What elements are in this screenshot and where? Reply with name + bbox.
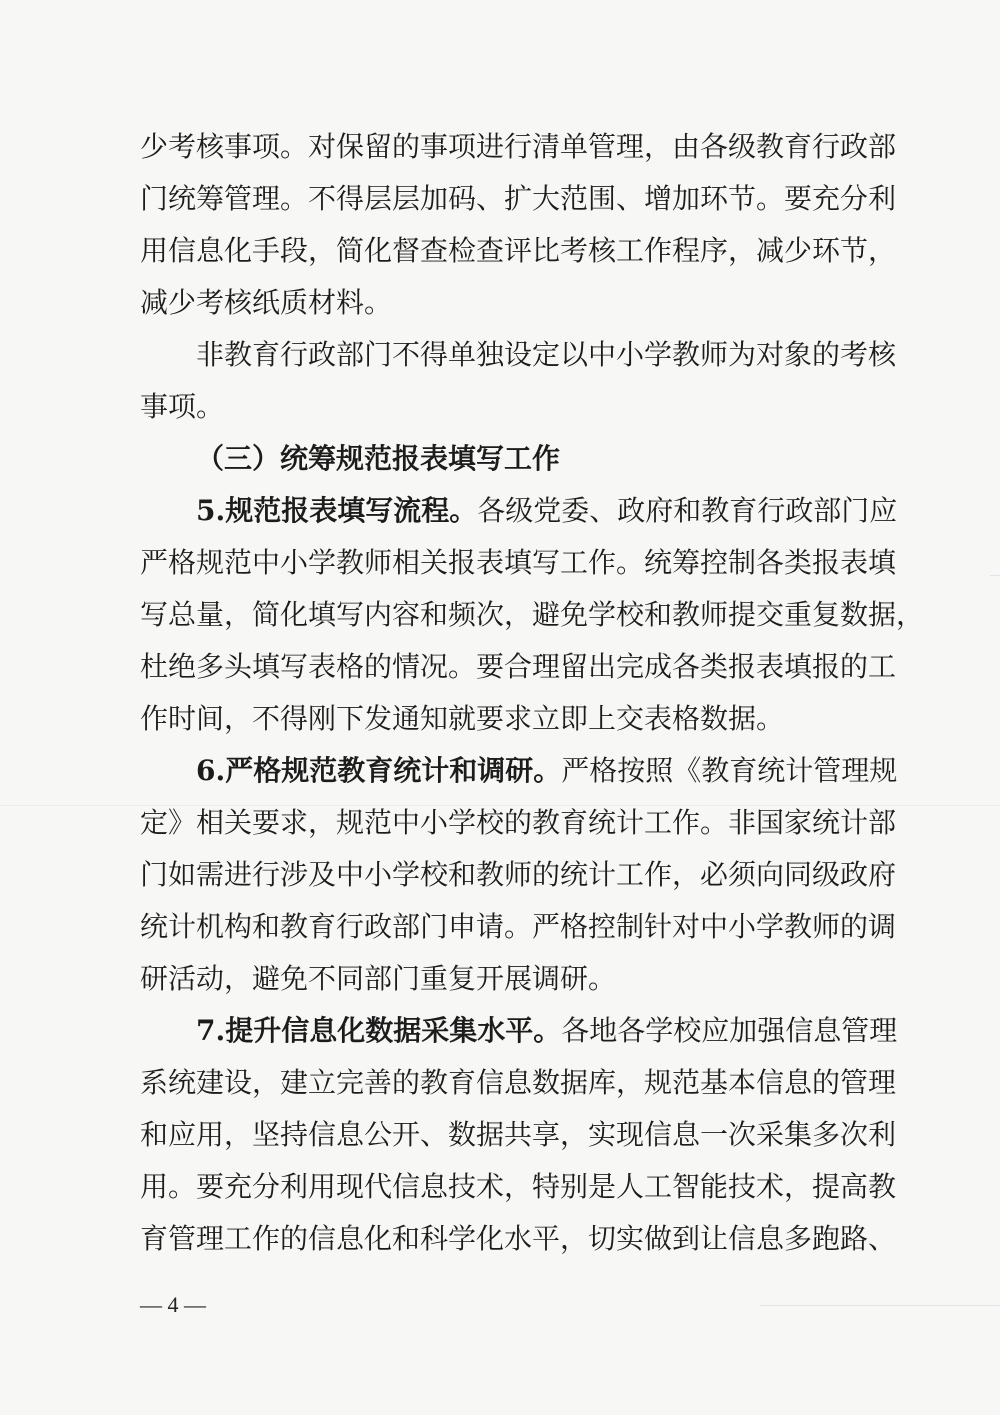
text-line: 门如需进行涉及中小学校和教师的统计工作，必须向同级政府 — [140, 858, 897, 891]
section-heading: （三）统筹规范报表填写工作 — [196, 442, 561, 475]
item-text: 严格按照《教育统计管理规 — [561, 754, 898, 787]
scan-mark — [760, 1305, 1000, 1306]
text-line: 育管理工作的信息化和科学化水平，切实做到让信息多跑路、 — [140, 1222, 897, 1255]
paragraph-lead-line — [196, 493, 898, 529]
scan-mark — [990, 575, 1000, 576]
text-line: 写总量，简化填写内容和频次，避免学校和教师提交重复数据， — [140, 598, 925, 631]
text-line: 少考核事项。对保留的事项进行清单管理，由各级教育行政部 — [140, 130, 897, 163]
page-number: — 4 — — [140, 1292, 206, 1317]
text-line: 用。要充分利用现代信息技术，特别是人工智能技术，提高教 — [140, 1170, 897, 1203]
text-line: 研活动，避免不同部门重复开展调研。 — [140, 962, 617, 995]
text-line: 作时间，不得刚下发通知就要求立即上交表格数据。 — [140, 702, 785, 735]
text-line: 事项。 — [140, 390, 225, 423]
text-line: 定》相关要求，规范中小学校的教育统计工作。非国家统计部 — [140, 806, 897, 839]
text-line: 杜绝多头填写表格的情况。要合理留出完成各类报表填报的工 — [140, 650, 897, 683]
item-text: 各级党委、政府和教育行政部门应 — [477, 494, 898, 527]
item-text: 各地各学校应加强信息管理 — [561, 1014, 898, 1047]
paragraph-lead-line — [196, 753, 898, 789]
item-title: 5.规范报表填写流程。 — [196, 494, 478, 527]
text-line: 非教育行政部门不得单独设定以中小学教师为对象的考核 — [196, 338, 897, 371]
text-line: 和应用，坚持信息公开、数据共享，实现信息一次采集多次利 — [140, 1118, 897, 1151]
item-title: 7.提升信息化数据采集水平。 — [196, 1014, 562, 1047]
text-line: 减少考核纸质材料。 — [140, 286, 393, 319]
text-line: 门统筹管理。不得层层加码、扩大范围、增加环节。要充分利 — [140, 182, 897, 215]
scan-fold-line — [0, 805, 1000, 806]
text-line: 统计机构和教育行政部门申请。严格控制针对中小学教师的调 — [140, 910, 897, 943]
paragraph-lead-line — [196, 1013, 898, 1049]
text-line: 系统建设，建立完善的教育信息数据库，规范基本信息的管理 — [140, 1066, 897, 1099]
item-title: 6.严格规范教育统计和调研。 — [196, 754, 562, 787]
text-line: 严格规范中小学教师相关报表填写工作。统筹控制各类报表填 — [140, 546, 897, 579]
text-line: 用信息化手段，简化督查检查评比考核工作程序，减少环节， — [140, 234, 897, 267]
